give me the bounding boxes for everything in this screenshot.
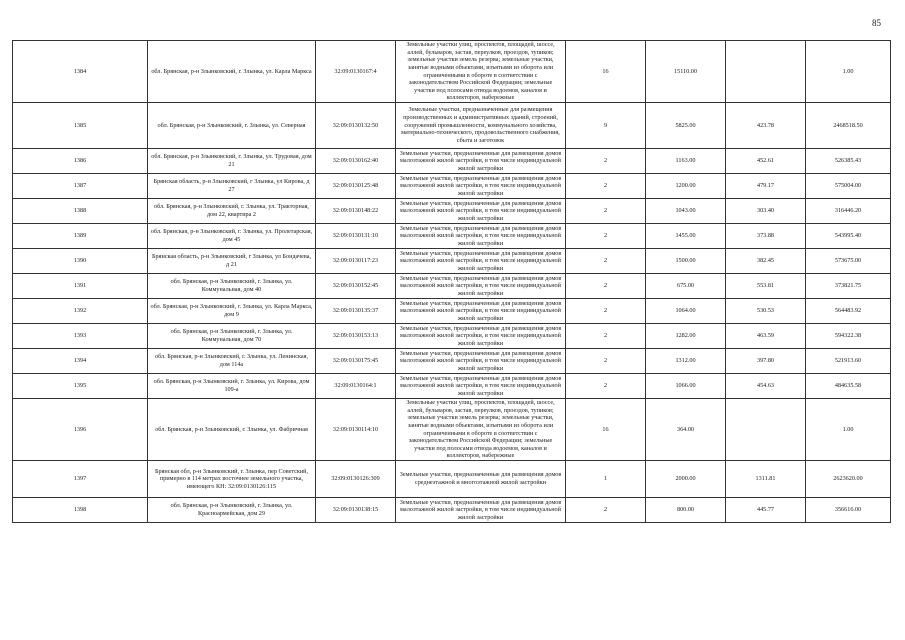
use-group-cell: 2 <box>566 149 646 174</box>
area-cell: 1064.00 <box>646 299 726 324</box>
row-number: 1392 <box>13 299 148 324</box>
land-use-cell: Земельные участки, предназначенные для размещения домов малоэтажной жилой застройки, в том числе индивидуальной жилой застройки <box>396 498 566 523</box>
address-cell: Брянская обл, р-н Злынковский, г. Злынка, пер Советский, примерно в 114 метрах восточнее земельного участка, имеющего КН: 32:09:0130126:115 <box>148 461 316 498</box>
cadastral-value-cell: 575004.00 <box>806 174 891 199</box>
table-row <box>13 224 891 249</box>
address-cell: обл. Брянская, р-н Злынковский, г. Злынка, ул. Карла Маркса, дом 9 <box>148 299 316 324</box>
table-row <box>13 374 891 399</box>
area-cell: 1282.00 <box>646 324 726 349</box>
cadastral-number-cell: 32:09:0130117:23 <box>316 249 396 274</box>
specific-value-cell: 530.53 <box>726 299 806 324</box>
address-cell: Брянская область, р-н Злынковский, г Злынка, ул Бондачева, д 21 <box>148 249 316 274</box>
specific-value-cell: 445.77 <box>726 498 806 523</box>
row-number: 1394 <box>13 349 148 374</box>
cadastral-number-cell: 32:09:0130148:22 <box>316 199 396 224</box>
use-group-cell: 2 <box>566 274 646 299</box>
use-group-cell: 1 <box>566 461 646 498</box>
address-cell: обл. Брянская, р-н Злынковский, г. Злынка, ул. Тракторная, дом 22, квартира 2 <box>148 199 316 224</box>
table-row <box>13 274 891 299</box>
cadastral-number-cell: 32:09:0130135:37 <box>316 299 396 324</box>
cadastral-value-cell: 564483.92 <box>806 299 891 324</box>
row-number: 1387 <box>13 174 148 199</box>
specific-value-cell: 553.81 <box>726 274 806 299</box>
row-number: 1393 <box>13 324 148 349</box>
table-row <box>13 174 891 199</box>
row-number: 1396 <box>13 399 148 461</box>
use-group-cell: 2 <box>566 324 646 349</box>
cadastral-number-cell: 32:09:0130153:13 <box>316 324 396 349</box>
table-row <box>13 498 891 523</box>
area-cell: 1455.00 <box>646 224 726 249</box>
row-number: 1398 <box>13 498 148 523</box>
cadastral-value-cell: 521913.60 <box>806 349 891 374</box>
table-row <box>13 149 891 174</box>
area-cell: 1200.00 <box>646 174 726 199</box>
address-cell: обл. Брянская, р-н Злынковский, г. Злынка, ул. Пролетарская, дом 45 <box>148 224 316 249</box>
address-cell: обл. Брянская, р-н Злынковский, г. Злынка, ул. Трудовая, дом 21 <box>148 149 316 174</box>
row-number: 1384 <box>13 41 148 103</box>
land-use-cell: Земельные участки, предназначенные для размещения домов малоэтажной жилой застройки, в том числе индивидуальной жилой застройки <box>396 199 566 224</box>
table-row <box>13 349 891 374</box>
land-use-cell: Земельные участки, предназначенные для размещения домов малоэтажной жилой застройки, в том числе индивидуальной жилой застройки <box>396 374 566 399</box>
land-use-cell: Земельные участки, предназначенные для размещения домов малоэтажной жилой застройки, в том числе индивидуальной жилой застройки <box>396 274 566 299</box>
row-number: 1391 <box>13 274 148 299</box>
use-group-cell: 2 <box>566 174 646 199</box>
cadastral-number-cell: 32:09:0130164:1 <box>316 374 396 399</box>
use-group-cell: 2 <box>566 249 646 274</box>
area-cell: 800.00 <box>646 498 726 523</box>
cadastral-value-cell: 356616.00 <box>806 498 891 523</box>
address-cell: обл. Брянская, р-н Злынковский, г. Злынка, ул. Коммунальная, дом 70 <box>148 324 316 349</box>
cadastral-value-cell: 1.00 <box>806 399 891 461</box>
cadastral-value-cell: 2623620.00 <box>806 461 891 498</box>
page-number: 85 <box>872 18 881 28</box>
cadastral-value-cell: 2468518.50 <box>806 103 891 149</box>
cadastral-value-cell: 543995.40 <box>806 224 891 249</box>
use-group-cell: 16 <box>566 399 646 461</box>
cadastral-number-cell: 32:09:0130152:45 <box>316 274 396 299</box>
land-use-cell: Земельные участки, предназначенные для размещения производственных и административных зданий, строений, сооружений промышленности, коммунального хозяйства, материально-технического, продовольственного снабжения, сбыта и заготовок <box>396 103 566 149</box>
area-cell: 2000.00 <box>646 461 726 498</box>
table-row <box>13 103 891 149</box>
cadastral-value-cell: 316446.20 <box>806 199 891 224</box>
specific-value-cell: 373.88 <box>726 224 806 249</box>
cadastral-value-cell: 526385.43 <box>806 149 891 174</box>
specific-value-cell: 423.78 <box>726 103 806 149</box>
land-use-cell: Земельные участки, предназначенные для размещения домов среднеэтажной и многоэтажной жилой застройки <box>396 461 566 498</box>
use-group-cell: 9 <box>566 103 646 149</box>
cadastral-number-cell: 32:09:0130138:15 <box>316 498 396 523</box>
land-use-cell: Земельные участки, предназначенные для размещения домов малоэтажной жилой застройки, в том числе индивидуальной жилой застройки <box>396 349 566 374</box>
table-row <box>13 299 891 324</box>
cadastral-number-cell: 32:09:0130175:45 <box>316 349 396 374</box>
row-number: 1389 <box>13 224 148 249</box>
use-group-cell: 2 <box>566 224 646 249</box>
area-cell: 1500.00 <box>646 249 726 274</box>
cadastral-value-table <box>12 40 891 523</box>
specific-value-cell: 397.80 <box>726 349 806 374</box>
cadastral-value-cell: 594322.38 <box>806 324 891 349</box>
specific-value-cell: 479.17 <box>726 174 806 199</box>
table-row <box>13 399 891 461</box>
use-group-cell: 2 <box>566 299 646 324</box>
area-cell: 675.00 <box>646 274 726 299</box>
address-cell: обл. Брянская, р-н Злынковский, г. Злынка, ул. Кирова, дом 109-а <box>148 374 316 399</box>
land-use-cell: Земельные участки, предназначенные для размещения домов малоэтажной жилой застройки, в том числе индивидуальной жилой застройки <box>396 149 566 174</box>
table-row <box>13 324 891 349</box>
address-cell: обл. Брянская, р-н Злынковский, г. Злынка, ул. Коммунальная, дом 40 <box>148 274 316 299</box>
address-cell: обл. Брянская, р-н Злынковский, г. Злынка, ул. Северная <box>148 103 316 149</box>
use-group-cell: 2 <box>566 349 646 374</box>
address-cell: обл. Брянская, р-н Злынковский, г. Злынка, ул. Карла Маркса <box>148 41 316 103</box>
cadastral-value-cell: 484635.58 <box>806 374 891 399</box>
cadastral-number-cell: 32:09:0130162:40 <box>316 149 396 174</box>
address-cell: обл. Брянская, р-н Злынковский, г. Злынка, ул. Ленинская, дом 114а <box>148 349 316 374</box>
cadastral-value-cell: 573675.00 <box>806 249 891 274</box>
cadastral-number-cell: 32:09:0130125:48 <box>316 174 396 199</box>
specific-value-cell: 463.59 <box>726 324 806 349</box>
table-row <box>13 41 891 103</box>
table-row <box>13 461 891 498</box>
row-number: 1397 <box>13 461 148 498</box>
row-number: 1385 <box>13 103 148 149</box>
address-cell: обл. Брянская, р-н Злынковский, г. Злынка, ул. Красноармейская, дом 29 <box>148 498 316 523</box>
row-number: 1390 <box>13 249 148 274</box>
address-cell: Брянская область, р-н Злынковский, г Злынка, ул Кирова, д 27 <box>148 174 316 199</box>
cadastral-number-cell: 32:09:0130167:4 <box>316 41 396 103</box>
land-use-cell: Земельные участки, предназначенные для размещения домов малоэтажной жилой застройки, в том числе индивидуальной жилой застройки <box>396 299 566 324</box>
area-cell: 1066.00 <box>646 374 726 399</box>
area-cell: 1163.00 <box>646 149 726 174</box>
table-row <box>13 199 891 224</box>
land-use-cell: Земельные участки, предназначенные для размещения домов малоэтажной жилой застройки, в том числе индивидуальной жилой застройки <box>396 249 566 274</box>
use-group-cell: 2 <box>566 374 646 399</box>
land-use-cell: Земельные участки, предназначенные для размещения домов малоэтажной жилой застройки, в том числе индивидуальной жилой застройки <box>396 324 566 349</box>
specific-value-cell <box>726 399 806 461</box>
cadastral-value-cell: 1.00 <box>806 41 891 103</box>
use-group-cell: 2 <box>566 498 646 523</box>
area-cell: 364.00 <box>646 399 726 461</box>
area-cell: 1312.00 <box>646 349 726 374</box>
land-use-cell: Земельные участки улиц, проспектов, площадей, шоссе, аллей, бульваров, застав, переулков, проездов, тупиков; земельные участки земель резерва; земельные участки, занятые водными объектами, изъятыми из оборота или ограниченными в обороте в соответствии с законодательством Российской Федерации; земельные участки под полосами отвода водоемов, каналов и коллекторов, набережные <box>396 399 566 461</box>
area-cell: 15110.00 <box>646 41 726 103</box>
specific-value-cell: 452.61 <box>726 149 806 174</box>
cadastral-number-cell: 32:09:0130114:10 <box>316 399 396 461</box>
address-cell: обл. Брянская, р-н Злынковский, г. Злынка, ул. Фабричная <box>148 399 316 461</box>
land-use-cell: Земельные участки, предназначенные для размещения домов малоэтажной жилой застройки, в том числе индивидуальной жилой застройки <box>396 224 566 249</box>
row-number: 1386 <box>13 149 148 174</box>
area-cell: 5825.00 <box>646 103 726 149</box>
land-use-cell: Земельные участки, предназначенные для размещения домов малоэтажной жилой застройки, в том числе индивидуальной жилой застройки <box>396 174 566 199</box>
cadastral-number-cell: 32:09:0130132:50 <box>316 103 396 149</box>
cadastral-number-cell: 32:09:0130131:10 <box>316 224 396 249</box>
cadastral-value-cell: 373821.75 <box>806 274 891 299</box>
specific-value-cell: 303.40 <box>726 199 806 224</box>
specific-value-cell: 382.45 <box>726 249 806 274</box>
use-group-cell: 16 <box>566 41 646 103</box>
cadastral-number-cell: 32:09:0130126:309 <box>316 461 396 498</box>
specific-value-cell: 454.63 <box>726 374 806 399</box>
land-use-cell: Земельные участки улиц, проспектов, площадей, шоссе, аллей, бульваров, застав, переулков, проездов, тупиков; земельные участки земель резерва; земельные участки, занятые водными объектами, изъятыми из оборота или ограниченными в обороте в соответствии с законодательством Российской Федерации; земельные участки под полосами отвода водоемов, каналов и коллекторов, набережные <box>396 41 566 103</box>
row-number: 1395 <box>13 374 148 399</box>
row-number: 1388 <box>13 199 148 224</box>
use-group-cell: 2 <box>566 199 646 224</box>
table-row <box>13 249 891 274</box>
area-cell: 1043.00 <box>646 199 726 224</box>
specific-value-cell: 1311.81 <box>726 461 806 498</box>
table-body <box>13 41 891 523</box>
specific-value-cell <box>726 41 806 103</box>
